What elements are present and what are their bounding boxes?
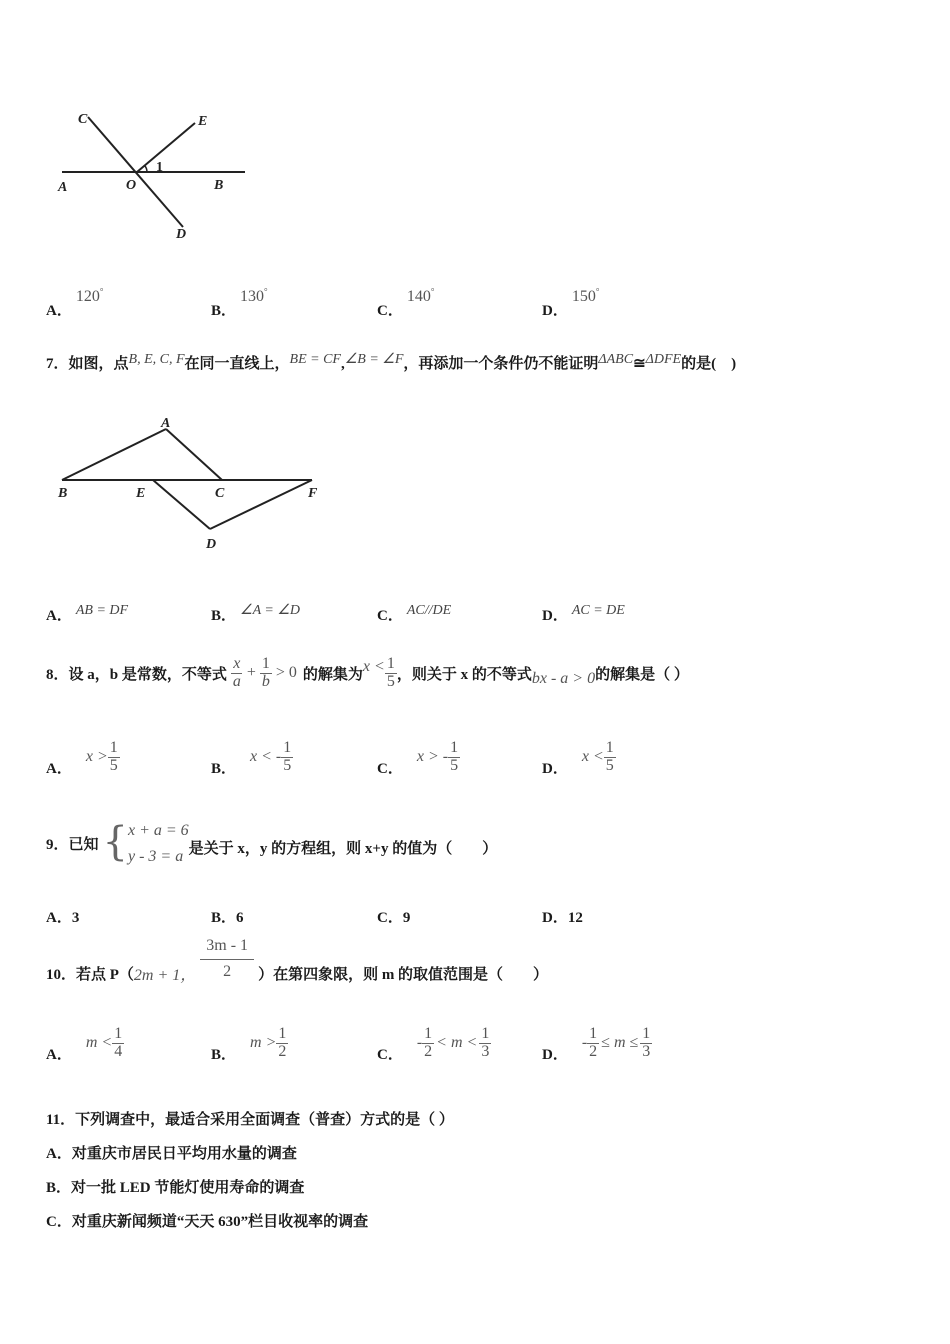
q8-option-d[interactable]: D． x < $\frac{1}{5}$ xyxy=(542,739,614,777)
option-letter: B． xyxy=(211,608,237,624)
q6-option-a[interactable] xyxy=(46,285,104,319)
label-e: E xyxy=(136,486,146,501)
q6-option-d[interactable] xyxy=(542,285,600,319)
q7-option-c[interactable] xyxy=(377,598,452,624)
q8-option-c[interactable]: C． x > - $\frac{1}{5}$ xyxy=(377,739,459,777)
q11-option-b[interactable]: B．对一批 LED 节能灯使用寿命的调查 xyxy=(46,1180,305,1196)
label-b: B xyxy=(58,486,68,501)
q9-option-d[interactable] xyxy=(542,906,583,927)
option-letter: D． xyxy=(542,303,568,319)
q11-stem: 11．下列调查中，最适合采用全面调查（普查）方式的是（ ） xyxy=(46,1112,454,1128)
option-value: 150° xyxy=(571,286,600,305)
q10-option-c[interactable]: C． - $\frac{1}{2}$ < m < $\frac{1}{3}$ xyxy=(377,1025,490,1063)
q10-stem: 10．若点 P（ 2m + 1， $\frac{3m - 1}{2}$ ）在第四象限，则 m 的取值范围是（ ） xyxy=(46,937,549,984)
q7-option-d[interactable] xyxy=(542,598,625,624)
option-value: 140° xyxy=(406,286,435,305)
option-letter: C． xyxy=(377,1046,403,1063)
option-value: 9 xyxy=(402,910,411,926)
option-letter: B． xyxy=(211,910,237,926)
q8-stem: 8．设 a，b 是常数，不等式 $\frac{x}{a}$ + $\frac{1}{b}$ > 0 的解集为 x < $\frac{1}{5}$ ，则关于 x 的不等式 bx - a > 0 的解集是（ ） xyxy=(46,655,689,690)
option-letter: C． xyxy=(377,608,403,624)
label-c: C xyxy=(215,486,225,501)
option-letter: C． xyxy=(377,303,403,319)
equation-system: { x + a = 6 y - 3 = a xyxy=(102,818,189,865)
segment-ed xyxy=(153,480,210,529)
q9-option-b[interactable] xyxy=(211,906,244,927)
option-value: 120° xyxy=(75,286,104,305)
option-value: 3 xyxy=(71,910,80,926)
label-d: D xyxy=(176,227,187,242)
q9-option-c[interactable] xyxy=(377,906,410,927)
option-letter: C． xyxy=(377,910,403,926)
q6-option-c[interactable] xyxy=(377,285,435,319)
segment-ab xyxy=(62,429,166,480)
q11-option-a[interactable]: A．对重庆市居民日平均用水量的调查 xyxy=(46,1146,297,1162)
label-c: C xyxy=(78,112,88,127)
option-letter: D． xyxy=(542,760,568,777)
option-letter: B． xyxy=(211,303,237,319)
q7-option-b[interactable] xyxy=(211,598,300,624)
option-letter: D． xyxy=(542,608,568,624)
option-value: 12 xyxy=(567,910,583,926)
option-letter: A． xyxy=(46,760,72,777)
segment-ac xyxy=(166,429,222,480)
q10-option-b[interactable]: B． m > $\frac{1}{2}$ xyxy=(211,1025,287,1063)
q10-option-a[interactable]: A． m < $\frac{1}{4}$ xyxy=(46,1025,123,1063)
label-angle-1: 1 xyxy=(156,160,163,175)
label-o: O xyxy=(126,178,137,193)
option-letter: A． xyxy=(46,910,72,926)
q8-option-b[interactable]: B． x < - $\frac{1}{5}$ xyxy=(211,739,292,777)
label-a: A xyxy=(58,180,68,195)
option-letter: A． xyxy=(46,1046,72,1063)
option-letter: A． xyxy=(46,303,72,319)
option-letter: B． xyxy=(211,1046,237,1063)
ray-oe xyxy=(137,123,195,172)
q11-option-c[interactable]: C．对重庆新闻频道“天天 630”栏目收视率的调查 xyxy=(46,1214,369,1230)
option-value: 130° xyxy=(240,286,268,305)
q7-option-a[interactable] xyxy=(46,598,129,624)
option-value: ∠A = ∠D xyxy=(240,603,300,618)
label-d: D xyxy=(206,537,217,552)
q10-option-d[interactable]: D． - $\frac{1}{2}$ ≤ m ≤ $\frac{1}{3}$ xyxy=(542,1025,651,1063)
q6-option-b[interactable] xyxy=(211,285,268,319)
option-value: 6 xyxy=(236,910,244,926)
q9-option-a[interactable] xyxy=(46,906,79,927)
label-f: F xyxy=(308,486,318,501)
option-letter: A． xyxy=(46,608,72,624)
option-value: AC//DE xyxy=(406,603,452,618)
label-b: B xyxy=(214,178,224,193)
angle-figure xyxy=(40,105,250,245)
option-value: AC = DE xyxy=(571,603,625,618)
option-letter: B． xyxy=(211,760,237,777)
q8-option-a[interactable]: A． x > $\frac{1}{5}$ xyxy=(46,739,118,777)
triangle-figure xyxy=(50,405,340,555)
q9-stem: 9．已知 { x + a = 6 y - 3 = a 是关于 x，y 的方程组，则 x+y 的值为（ ） xyxy=(46,818,497,869)
label-e: E xyxy=(198,114,208,129)
segment-df xyxy=(210,480,312,529)
option-letter: D． xyxy=(542,910,568,926)
option-value: AB = DF xyxy=(75,603,129,618)
q7-stem: 7．如图，点B, E, C, F在同一直线上，BE = CF,∠B = ∠F，再添加一个条件仍不能证明ΔABC≅ΔDFE的是( ) xyxy=(46,352,737,372)
option-letter: D． xyxy=(542,1046,568,1063)
label-a: A xyxy=(161,416,171,431)
option-letter: C． xyxy=(377,760,403,777)
